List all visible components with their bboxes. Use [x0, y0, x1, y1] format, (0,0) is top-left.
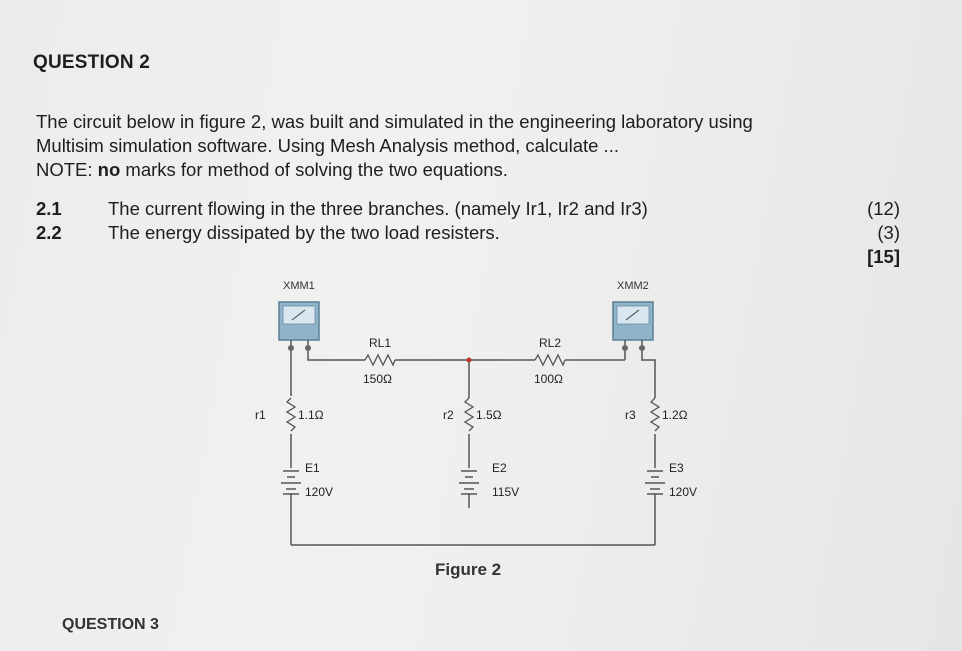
note-prefix: NOTE:	[36, 159, 98, 180]
e2-value: 115V	[492, 485, 520, 499]
rl2-value: 100Ω	[534, 372, 563, 386]
r2-value: 1.5Ω	[476, 408, 502, 422]
circuit-diagram	[245, 268, 725, 568]
figure-caption: Figure 2	[435, 560, 502, 579]
e3-value: 120V	[669, 485, 698, 499]
meter1-label: XMM1	[283, 280, 315, 292]
rl1-value: 150Ω	[363, 372, 392, 386]
r1-value: 1.1Ω	[298, 408, 324, 422]
sub-question-text: The current flowing in the three branches. (namely Ir1, Ir2 and Ir3)	[108, 198, 648, 219]
total-marks: [15]	[867, 246, 900, 267]
r3-name: r3	[625, 408, 636, 422]
sub-question-number: 2.1	[36, 198, 62, 219]
note-bold: no	[97, 159, 121, 180]
meter1-terminal	[305, 345, 311, 351]
meter2-terminal	[639, 345, 645, 351]
marks-2-2: (3)	[877, 222, 900, 243]
question-heading: QUESTION 2	[33, 52, 151, 73]
note-line	[36, 158, 926, 182]
rl1-name: RL1	[369, 336, 392, 350]
resistor-rl1	[363, 336, 395, 386]
multimeter-xmm2	[613, 280, 653, 351]
meter1-terminal	[288, 345, 294, 351]
r2-name: r2	[443, 408, 454, 422]
sub-question-2-1	[36, 198, 648, 220]
intro-line: The circuit below in figure 2, was built and simulated in the engineering laboratory using	[36, 111, 753, 132]
question-intro	[36, 110, 926, 182]
battery-e3	[645, 461, 697, 499]
resistor-r1	[255, 398, 324, 431]
next-question-heading: QUESTION 3	[62, 616, 159, 633]
multimeter-xmm1	[279, 280, 319, 351]
resistor-rl2	[534, 336, 565, 386]
battery-e2	[459, 461, 519, 499]
e2-name: E2	[492, 461, 507, 475]
meter2-label: XMM2	[617, 280, 649, 292]
circuit-wires	[291, 351, 655, 545]
rl2-name: RL2	[539, 336, 562, 350]
sub-question-2-2	[36, 222, 500, 244]
r1-name: r1	[255, 408, 266, 422]
r3-value: 1.2Ω	[662, 408, 688, 422]
intro-line: Multisim simulation software. Using Mesh Analysis method, calculate ...	[36, 135, 619, 156]
battery-e1	[281, 461, 333, 499]
meter2-terminal	[622, 345, 628, 351]
sub-question-number: 2.2	[36, 222, 62, 243]
marks-2-1: (12)	[867, 198, 900, 219]
sub-question-text: The energy dissipated by the two load resisters.	[108, 222, 500, 243]
note-rest: marks for method of solving the two equations.	[120, 159, 508, 180]
e3-name: E3	[669, 461, 684, 475]
e1-name: E1	[305, 461, 320, 475]
junction-node	[467, 358, 472, 363]
resistor-r2	[443, 398, 502, 431]
e1-value: 120V	[305, 485, 334, 499]
resistor-r3	[625, 398, 688, 431]
